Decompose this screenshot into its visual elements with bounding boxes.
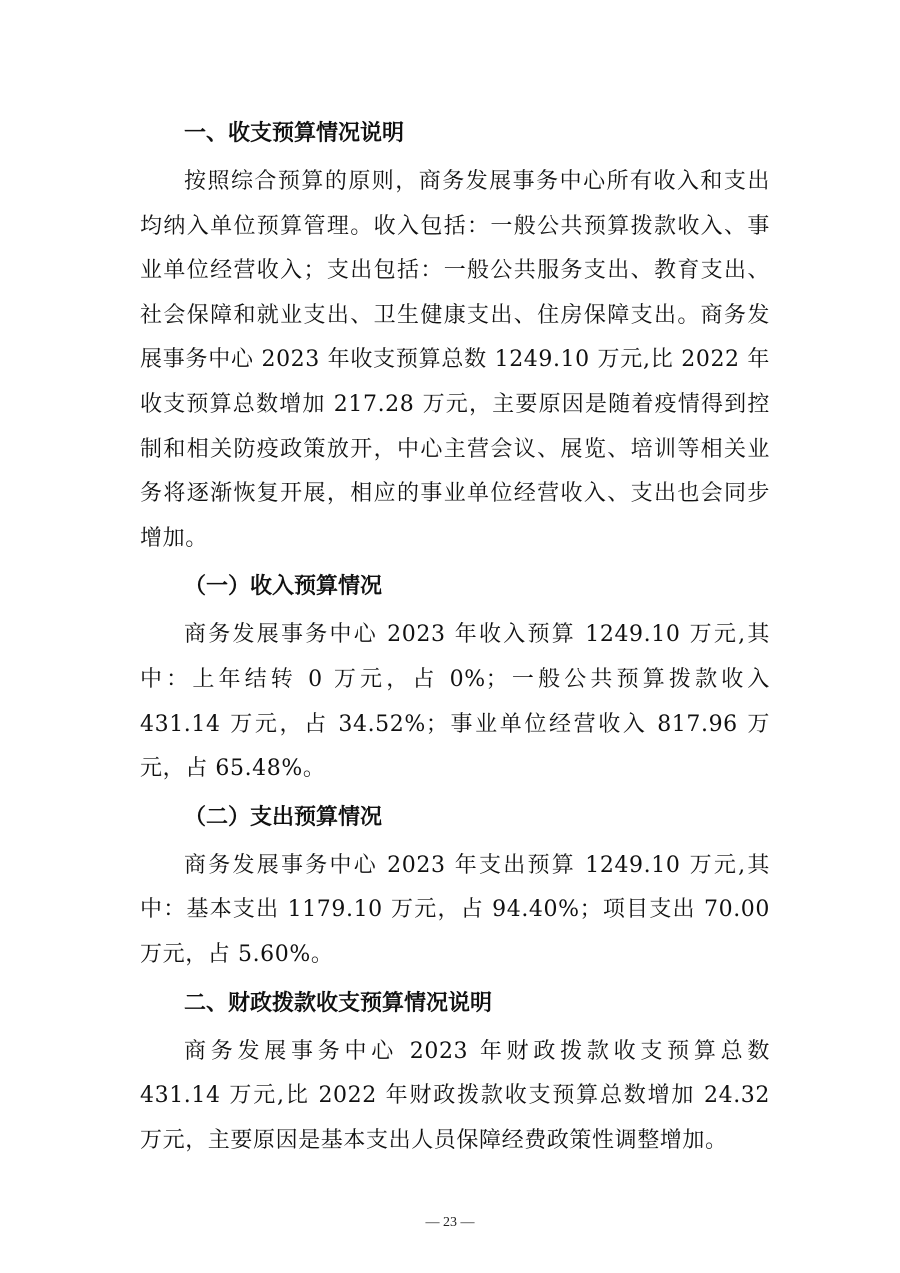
- section-1-paragraph: 按照综合预算的原则，商务发展事务中心所有收入和支出均纳入单位预算管理。收入包括：一般公共预算拨款收入、事业单位经营收入；支出包括：一般公共服务支出、教育支出、社会保障和就业支出、卫生健康支出、住房保障支出。商务发展事务中心 2023 年收支预算总数 1249.10 万元,比 2022 年收支预算总数增加 217.28 万元，主要原因是随着疫情得到控制和相关防疫政策放开，中心主营会议、展览、培训等相关业务将逐渐恢复开展，相应的事业单位经营收入、支出也会同步增加。: [140, 169, 770, 551]
- subsection-income-heading: （一）收入预算情况: [184, 574, 383, 600]
- section-2-paragraph: 商务发展事务中心 2023 年财政拨款收支预算总数 431.14 万元,比 2022 年财政拨款收支预算总数增加 24.32 万元，主要原因是基本支出人员保障经费政策性调整增加。: [140, 1038, 770, 1153]
- subsection-expenditure-heading: （二）支出预算情况: [184, 804, 383, 830]
- subsection-expenditure-paragraph: 商务发展事务中心 2023 年支出预算 1249.10 万元,其中：基本支出 1179.10 万元，占 94.40%；项目支出 70.00 万元，占 5.60%。: [140, 852, 770, 967]
- subsection-income-paragraph: 商务发展事务中心 2023 年收入预算 1249.10 万元,其中：上年结转 0 万元，占 0%；一般公共预算拨款收入 431.14 万元，占 34.52%；事业单位经营收入 817.96 万元，占 65.48%。: [140, 622, 770, 782]
- section-1-heading: 一、收支预算情况说明: [184, 121, 405, 146]
- page-number: — 23 —: [425, 1215, 475, 1230]
- document-body: [140, 108, 770, 1163]
- section-2-heading: 二、财政拨款收支预算情况说明: [184, 990, 493, 1016]
